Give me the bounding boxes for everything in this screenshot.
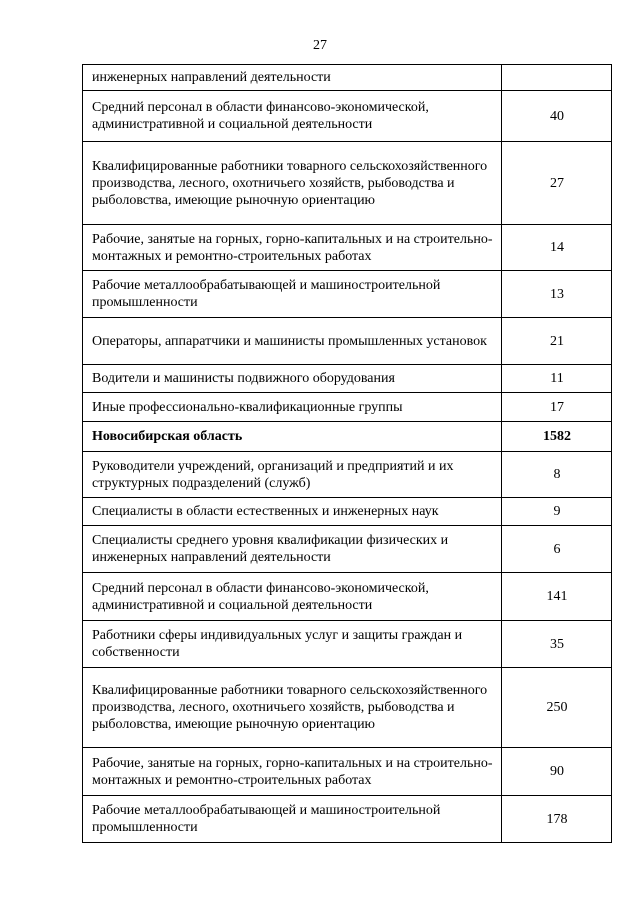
row-category: Работники сферы индивидуальных услуг и защиты граждан и собственности xyxy=(83,621,502,668)
row-category: Рабочие металлообрабатывающей и машиностроительной промышленности xyxy=(83,796,502,843)
row-category: Специалисты среднего уровня квалификации физических и инженерных направлений деятельности xyxy=(83,526,502,573)
table-row xyxy=(83,526,612,573)
row-category: Средний персонал в области финансово-экономической, административной и социальной деятельности xyxy=(83,573,502,621)
page-number: 27 xyxy=(313,38,327,53)
row-value: 17 xyxy=(502,393,612,422)
table-row xyxy=(83,225,612,271)
row-value: 21 xyxy=(502,318,612,365)
row-value: 90 xyxy=(502,748,612,796)
row-value: 250 xyxy=(502,668,612,748)
table-row-region xyxy=(83,422,612,452)
table-row xyxy=(83,621,612,668)
table-row xyxy=(83,452,612,498)
row-category: инженерных направлений деятельности xyxy=(83,65,502,91)
row-value: 178 xyxy=(502,796,612,843)
row-category: Иные профессионально-квалификационные группы xyxy=(83,393,502,422)
table-row xyxy=(83,91,612,142)
table-row xyxy=(83,748,612,796)
row-value xyxy=(502,65,612,91)
row-category: Квалифицированные работники товарного сельскохозяйственного производства, лесного, охотничьего хозяйств, рыбоводства и рыболовства, имеющие рыночную ориентацию xyxy=(83,142,502,225)
row-category: Рабочие, занятые на горных, горно-капитальных и на строительно-монтажных и ремонтно-строительных работах xyxy=(83,748,502,796)
row-category: Рабочие, занятые на горных, горно-капитальных и на строительно-монтажных и ремонтно-строительных работах xyxy=(83,225,502,271)
data-table xyxy=(82,64,612,843)
row-value: 27 xyxy=(502,142,612,225)
row-value: 1582 xyxy=(502,422,612,452)
row-category: Руководители учреждений, организаций и предприятий и их структурных подразделений (служб) xyxy=(83,452,502,498)
row-category: Водители и машинисты подвижного оборудования xyxy=(83,365,502,393)
row-value: 35 xyxy=(502,621,612,668)
row-category: Рабочие металлообрабатывающей и машиностроительной промышленности xyxy=(83,271,502,318)
row-category: Специалисты в области естественных и инженерных наук xyxy=(83,498,502,526)
table-row xyxy=(83,668,612,748)
row-value: 6 xyxy=(502,526,612,573)
row-value: 141 xyxy=(502,573,612,621)
table-row xyxy=(83,318,612,365)
table-row xyxy=(83,498,612,526)
row-value: 14 xyxy=(502,225,612,271)
table-row xyxy=(83,573,612,621)
table-row xyxy=(83,271,612,318)
row-value: 40 xyxy=(502,91,612,142)
row-value: 13 xyxy=(502,271,612,318)
row-category: Квалифицированные работники товарного сельскохозяйственного производства, лесного, охотничьего хозяйств, рыбоводства и рыболовства, имеющие рыночную ориентацию xyxy=(83,668,502,748)
row-category: Операторы, аппаратчики и машинисты промышленных установок xyxy=(83,318,502,365)
row-value: 8 xyxy=(502,452,612,498)
table-row xyxy=(83,393,612,422)
table-row xyxy=(83,796,612,843)
row-value: 9 xyxy=(502,498,612,526)
table-row xyxy=(83,65,612,91)
row-category: Средний персонал в области финансово-экономической, административной и социальной деятельности xyxy=(83,91,502,142)
row-value: 11 xyxy=(502,365,612,393)
table-row xyxy=(83,365,612,393)
table-body xyxy=(83,65,612,843)
table-row xyxy=(83,142,612,225)
row-category: Новосибирская область xyxy=(83,422,502,452)
